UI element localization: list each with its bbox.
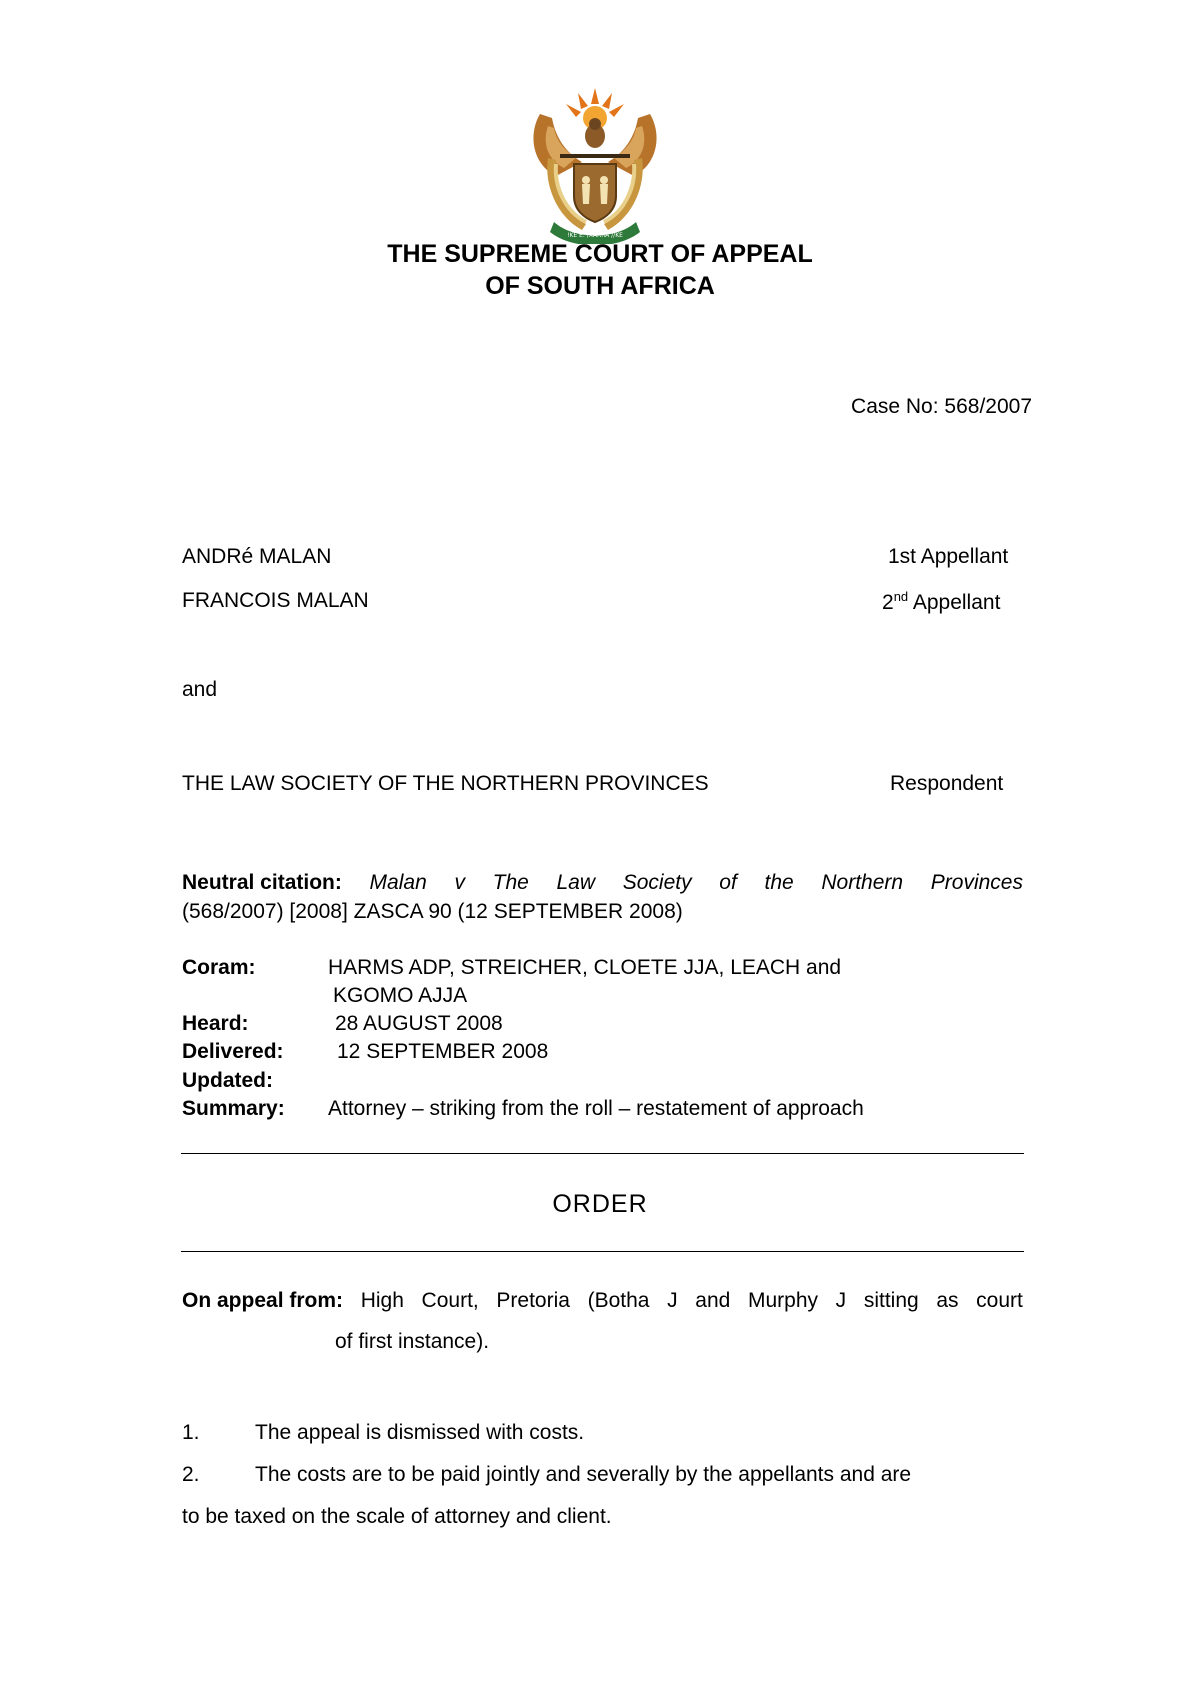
appeal-label: On appeal from: xyxy=(182,1289,344,1312)
order-item-number: 2. xyxy=(182,1463,200,1486)
coram-line2: KGOMO AJJA xyxy=(333,984,468,1007)
appellant2-name: FRANCOIS MALAN xyxy=(182,589,369,612)
summary-value: Attorney – striking from the roll – restatement of approach xyxy=(328,1097,864,1120)
crest-motto: !KE E: /XARRA //KE xyxy=(567,232,623,239)
divider-top xyxy=(181,1153,1024,1154)
appeal-word: (Botha xyxy=(587,1289,650,1312)
court-title-line1: THE SUPREME COURT OF APPEAL xyxy=(387,240,813,268)
order-heading: ORDER xyxy=(552,1190,648,1218)
appeal-line2: of first instance). xyxy=(335,1330,490,1353)
court-title-line2: OF SOUTH AFRICA xyxy=(485,272,715,300)
citation-word: Northern xyxy=(821,871,904,894)
coram-line1: HARMS ADP, STREICHER, CLOETE JJA, LEACH and xyxy=(328,956,842,979)
appellant1-role: 1st Appellant xyxy=(888,545,1009,568)
appellant1-name: ANDRé MALAN xyxy=(182,545,332,568)
order-item-number: 1. xyxy=(182,1421,200,1444)
appeal-word: Pretoria xyxy=(496,1289,570,1312)
citation-word: of xyxy=(719,871,737,894)
citation-word: the xyxy=(764,871,794,894)
appellant2-role: 2nd Appellant xyxy=(882,589,1001,614)
appeal-word: and xyxy=(695,1289,731,1312)
heard-value: 28 AUGUST 2008 xyxy=(335,1012,503,1035)
coat-of-arms-emblem xyxy=(526,84,664,244)
appeal-line1 xyxy=(182,1289,1023,1313)
citation-word: v xyxy=(454,871,465,894)
citation-word: The xyxy=(492,871,529,894)
order-item-text: The costs are to be paid jointly and severally by the appellants and are xyxy=(255,1463,912,1486)
case-number: Case No: 568/2007 xyxy=(851,395,1032,418)
appeal-word: court xyxy=(976,1289,1023,1312)
appeal-word: Court, xyxy=(421,1289,479,1312)
updated-label: Updated: xyxy=(182,1069,273,1092)
neutral-citation-line1 xyxy=(182,871,1023,895)
respondent-name: THE LAW SOCIETY OF THE NORTHERN PROVINCES xyxy=(182,772,709,795)
and-text: and xyxy=(182,678,218,701)
respondent-role: Respondent xyxy=(890,772,1004,795)
appeal-word: sitting xyxy=(863,1289,919,1312)
appeal-word: J xyxy=(667,1289,678,1312)
divider-bottom xyxy=(181,1251,1024,1252)
delivered-value: 12 SEPTEMBER 2008 xyxy=(337,1040,549,1063)
citation-word: Provinces xyxy=(930,871,1023,894)
order-item-continuation: to be taxed on the scale of attorney and client. xyxy=(182,1505,612,1528)
appeal-word: J xyxy=(835,1289,847,1312)
citation-word: Society xyxy=(622,871,692,894)
order-item-text: The appeal is dismissed with costs. xyxy=(255,1421,585,1444)
appeal-word: High xyxy=(360,1289,404,1312)
heard-label: Heard: xyxy=(182,1012,249,1035)
summary-label: Summary: xyxy=(182,1097,285,1120)
citation-word: Malan xyxy=(369,871,427,894)
coram-label: Coram: xyxy=(182,956,256,979)
appeal-word: as xyxy=(936,1289,959,1312)
neutral-citation-label: Neutral citation: xyxy=(182,871,342,894)
delivered-label: Delivered: xyxy=(182,1040,284,1063)
neutral-citation-line2: (568/2007) [2008] ZASCA 90 (12 SEPTEMBER 2008) xyxy=(182,900,683,923)
citation-word: Law xyxy=(556,871,596,894)
appeal-word: Murphy xyxy=(747,1289,818,1312)
